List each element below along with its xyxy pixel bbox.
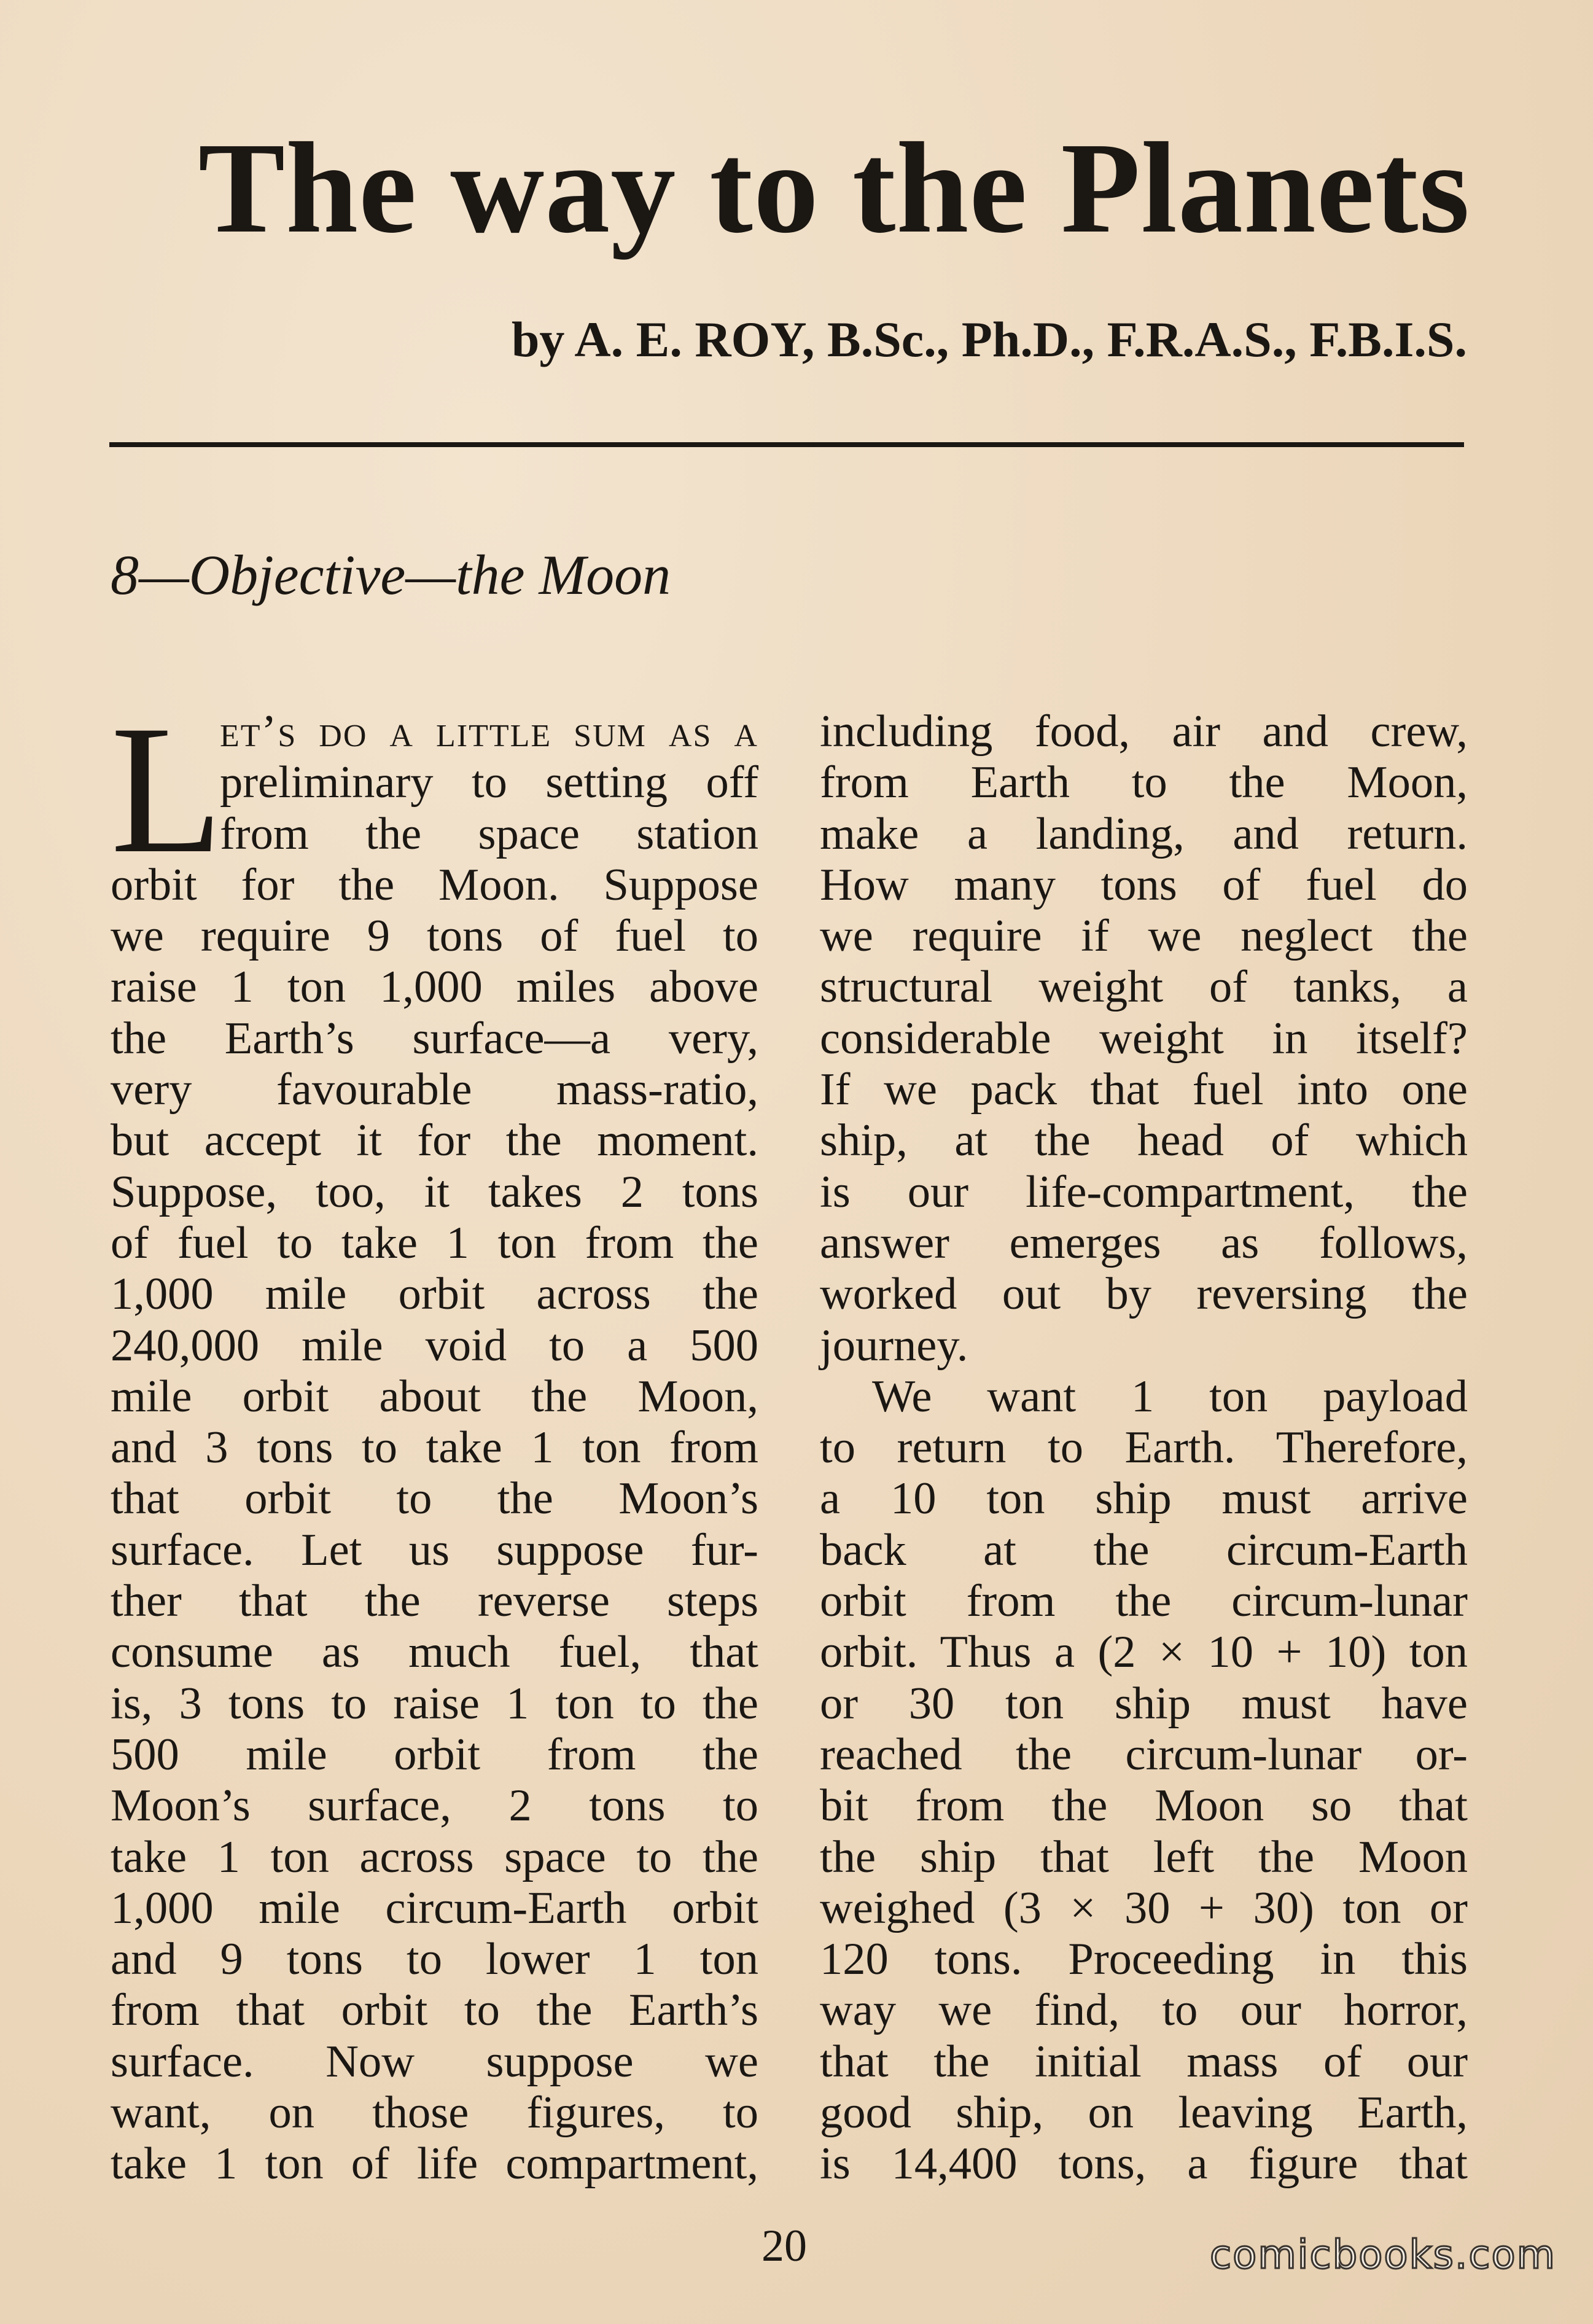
text-line: that orbit to the Moon’s (111, 1473, 758, 1524)
watermark-logo: comicbooks.com (1209, 2232, 1556, 2278)
text-line: way we find, to our horror, (820, 1985, 1468, 2036)
text-line: is 14,400 tons, a figure that (820, 2139, 1468, 2189)
text-line: very favourable mass-ratio, (111, 1064, 758, 1115)
text-line: or 30 ton ship must have (820, 1678, 1468, 1729)
left-column (111, 687, 758, 2190)
text-line: we require 9 tons of fuel to (111, 911, 758, 962)
text-line: back at the circum-Earth (820, 1524, 1468, 1575)
text-line: ship, at the head of which (820, 1115, 1468, 1166)
text-line: consume as much fuel, that (111, 1627, 758, 1678)
left-column-text (111, 757, 758, 2189)
section-heading: 8—Objective—the Moon (111, 544, 671, 606)
text-line: including food, air and crew, (820, 706, 1468, 757)
text-line: How many tons of fuel do (820, 859, 1468, 910)
text-line: of fuel to take 1 ton from the (111, 1217, 758, 1268)
text-line: good ship, on leaving Earth, (820, 2088, 1468, 2139)
text-line: surface. Let us suppose fur- (111, 1524, 758, 1575)
text-line: and 9 tons to lower 1 ton (111, 1934, 758, 1985)
text-line: is, 3 tons to raise 1 ton to the (111, 1678, 758, 1729)
lead-in-line: et’s do a little sum as a (220, 706, 758, 757)
text-line: 1,000 mile circum-Earth orbit (111, 1882, 758, 1933)
text-line: from that orbit to the Earth’s (111, 1985, 758, 2036)
text-line: is our life-compartment, the (820, 1166, 1468, 1217)
article-title: The way to the Planets (198, 115, 1470, 260)
text-line: considerable weight in itself? (820, 1013, 1468, 1064)
text-line: 240,000 mile void to a 500 (111, 1320, 758, 1371)
drop-cap: L (111, 687, 224, 891)
text-line: surface. Now suppose we (111, 2036, 758, 2087)
text-line: from the space station (220, 808, 758, 859)
text-line: journey. (820, 1320, 968, 1371)
text-line: We want 1 ton payload (872, 1371, 1468, 1422)
text-line: take 1 ton across space to the (111, 1831, 758, 1882)
right-paragraph-2 (820, 1371, 1468, 2190)
text-line: a 10 ton ship must arrive (820, 1473, 1468, 1524)
text-line: weighed (3 × 30 + 30) ton or (820, 1882, 1468, 1933)
text-line: worked out by reversing the (820, 1269, 1468, 1320)
text-line: 1,000 mile orbit across the (111, 1269, 758, 1320)
text-line: to return to Earth. Therefore, (820, 1422, 1468, 1473)
text-line: and 3 tons to take 1 ton from (111, 1422, 758, 1473)
divider-rule (109, 442, 1464, 447)
text-line: orbit from the circum-lunar (820, 1576, 1468, 1627)
text-line: raise 1 ton 1,000 miles above (111, 962, 758, 1013)
right-paragraph-1 (820, 706, 1468, 1371)
text-line: we require if we neglect the (820, 911, 1468, 962)
text-line: make a landing, and return. (820, 808, 1468, 859)
text-line: reached the circum-lunar or- (820, 1729, 1468, 1780)
page-number: 20 (761, 2221, 807, 2271)
text-line: take 1 ton of life compartment, (111, 2139, 758, 2189)
text-line: mile orbit about the Moon, (111, 1371, 758, 1422)
text-line: want, on those figures, to (111, 2088, 758, 2139)
text-line: but accept it for the moment. (111, 1115, 758, 1166)
author-byline: by A. E. ROY, B.Sc., Ph.D., F.R.A.S., F.B.I.S. (511, 311, 1467, 367)
text-line: that the initial mass of our (820, 2036, 1468, 2087)
text-line: Suppose, too, it takes 2 tons (111, 1166, 758, 1217)
text-line: preliminary to setting off (220, 757, 758, 808)
text-line: the Earth’s surface—a very, (111, 1013, 758, 1064)
text-line: 120 tons. Proceeding in this (820, 1934, 1468, 1985)
text-line: answer emerges as follows, (820, 1217, 1468, 1268)
text-line: Moon’s surface, 2 tons to (111, 1780, 758, 1831)
text-line: from Earth to the Moon, (820, 757, 1468, 808)
right-column (820, 706, 1468, 2190)
text-line: orbit for the Moon. Suppose (111, 859, 758, 910)
text-line: If we pack that fuel into one (820, 1064, 1468, 1115)
text-line: ther that the reverse steps (111, 1576, 758, 1627)
text-line: bit from the Moon so that (820, 1780, 1468, 1831)
text-line: the ship that left the Moon (820, 1831, 1468, 1882)
text-line: 500 mile orbit from the (111, 1729, 758, 1780)
text-line: orbit. Thus a (2 × 10 + 10) ton (820, 1627, 1468, 1678)
text-line: structural weight of tanks, a (820, 962, 1468, 1013)
